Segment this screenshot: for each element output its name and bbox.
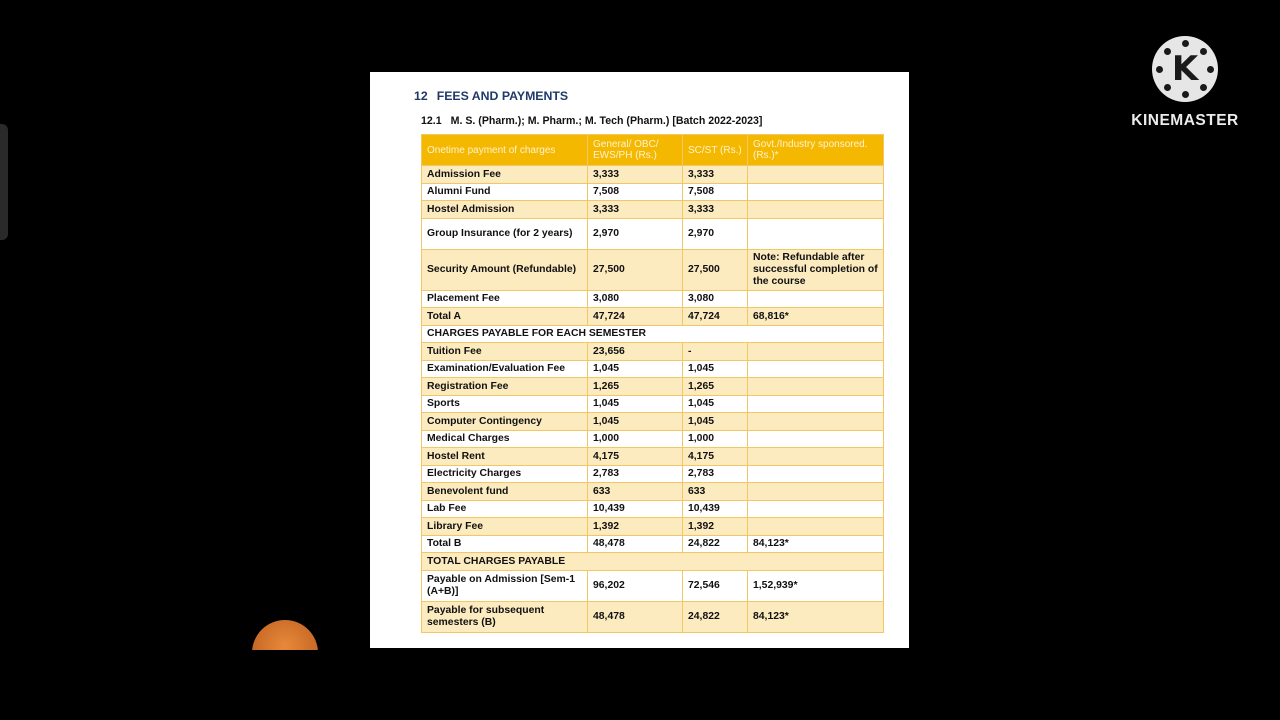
general-value: 3,333: [588, 201, 683, 219]
general-value: 1,045: [588, 413, 683, 431]
side-panel-handle[interactable]: [0, 124, 8, 240]
row-label: Total A: [422, 308, 588, 326]
general-value: 48,478: [588, 535, 683, 553]
watermark-label: KINEMASTER: [1131, 112, 1239, 129]
table-row: [422, 430, 884, 448]
general-value: 4,175: [588, 448, 683, 466]
govt-value: [748, 360, 884, 378]
general-value: 47,724: [588, 308, 683, 326]
govt-value: [748, 378, 884, 396]
scst-value: 10,439: [683, 500, 748, 518]
table-row: [422, 500, 884, 518]
total-heading-row: [422, 553, 884, 571]
row-label: Placement Fee: [422, 290, 588, 308]
govt-value: [748, 518, 884, 536]
general-value: 633: [588, 483, 683, 501]
semester-heading: CHARGES PAYABLE FOR EACH SEMESTER: [422, 325, 884, 343]
row-label: Examination/Evaluation Fee: [422, 360, 588, 378]
govt-value: [748, 500, 884, 518]
row-label: Security Amount (Refundable): [422, 249, 588, 290]
header-govt: Govt./Industry sponsored. (Rs.)*: [748, 135, 884, 166]
general-value: 1,392: [588, 518, 683, 536]
general-value: 3,080: [588, 290, 683, 308]
scst-value: 2,783: [683, 465, 748, 483]
general-value: 7,508: [588, 183, 683, 201]
general-value: 1,265: [588, 378, 683, 396]
scst-value: 47,724: [683, 308, 748, 326]
general-value: 1,045: [588, 395, 683, 413]
scst-value: 72,546: [683, 570, 748, 601]
table-row: [422, 395, 884, 413]
scst-value: -: [683, 343, 748, 361]
row-label: Payable for subsequent semesters (B): [422, 601, 588, 632]
table-row: [422, 413, 884, 431]
govt-value: [748, 448, 884, 466]
general-value: 3,333: [588, 166, 683, 184]
general-value: 1,045: [588, 360, 683, 378]
scst-value: 1,392: [683, 518, 748, 536]
scst-value: 3,333: [683, 166, 748, 184]
row-label: Computer Contingency: [422, 413, 588, 431]
row-label: Admission Fee: [422, 166, 588, 184]
section-title-text: FEES AND PAYMENTS: [436, 89, 569, 103]
total-heading: TOTAL CHARGES PAYABLE: [422, 553, 884, 571]
govt-value: 84,123*: [748, 535, 884, 553]
table-row: [422, 183, 884, 201]
table-row: [422, 570, 884, 601]
logo-letter: K: [1171, 49, 1199, 89]
scst-value: 1,045: [683, 413, 748, 431]
subsection-number: 12.1: [421, 115, 442, 127]
scst-value: 1,045: [683, 360, 748, 378]
general-value: 23,656: [588, 343, 683, 361]
scst-value: 1,265: [683, 378, 748, 396]
table-row: [422, 343, 884, 361]
row-label: Tuition Fee: [422, 343, 588, 361]
row-label: Medical Charges: [422, 430, 588, 448]
document-page: [370, 72, 909, 648]
kinemaster-logo-icon: [1152, 36, 1218, 102]
table-row: [422, 290, 884, 308]
general-value: 48,478: [588, 601, 683, 632]
govt-value: [748, 413, 884, 431]
subsection-title-text: M. S. (Pharm.); M. Pharm.; M. Tech (Pharm.) [Batch 2022-2023]: [450, 115, 763, 127]
scst-value: 7,508: [683, 183, 748, 201]
record-indicator-icon: [252, 620, 318, 650]
row-label: Total B: [422, 535, 588, 553]
scst-value: 1,000: [683, 430, 748, 448]
row-label: Hostel Admission: [422, 201, 588, 219]
header-scst: SC/ST (Rs.): [683, 135, 748, 166]
table-header-row: [422, 135, 884, 166]
govt-value: [748, 218, 884, 249]
row-label: Registration Fee: [422, 378, 588, 396]
scst-value: 2,970: [683, 218, 748, 249]
general-value: 27,500: [588, 249, 683, 290]
govt-value: [748, 343, 884, 361]
row-label: Lab Fee: [422, 500, 588, 518]
row-label: Sports: [422, 395, 588, 413]
total-b-row: [422, 535, 884, 553]
fees-table: [421, 134, 884, 633]
subsection-title: [421, 115, 762, 127]
table-row: [422, 601, 884, 632]
scst-value: 1,045: [683, 395, 748, 413]
row-label: Electricity Charges: [422, 465, 588, 483]
govt-value: [748, 395, 884, 413]
semester-heading-row: [422, 325, 884, 343]
section-title: [414, 89, 568, 103]
govt-value: [748, 166, 884, 184]
table-row: [422, 166, 884, 184]
row-label: Benevolent fund: [422, 483, 588, 501]
table-row: [422, 249, 884, 290]
row-label: Payable on Admission [Sem-1 (A+B)]: [422, 570, 588, 601]
govt-value: [748, 483, 884, 501]
general-value: 10,439: [588, 500, 683, 518]
row-label: Library Fee: [422, 518, 588, 536]
row-label: Hostel Rent: [422, 448, 588, 466]
table-row: [422, 218, 884, 249]
govt-value: 84,123*: [748, 601, 884, 632]
scst-value: 27,500: [683, 249, 748, 290]
table-row: [422, 465, 884, 483]
govt-value: [748, 430, 884, 448]
kinemaster-watermark: [1124, 36, 1246, 130]
govt-note: Note: Refundable after successful completion of the course: [748, 249, 884, 290]
header-general: General/ OBC/ EWS/PH (Rs.): [588, 135, 683, 166]
govt-value: [748, 183, 884, 201]
scst-value: 24,822: [683, 601, 748, 632]
general-value: 2,970: [588, 218, 683, 249]
total-a-row: [422, 308, 884, 326]
section-number: 12: [414, 89, 428, 103]
row-label: Alumni Fund: [422, 183, 588, 201]
table-row: [422, 518, 884, 536]
table-row: [422, 483, 884, 501]
govt-value: [748, 465, 884, 483]
table-row: [422, 201, 884, 219]
govt-value: [748, 201, 884, 219]
header-charges: Onetime payment of charges: [422, 135, 588, 166]
scst-value: 24,822: [683, 535, 748, 553]
govt-value: [748, 290, 884, 308]
general-value: 1,000: [588, 430, 683, 448]
table-row: [422, 448, 884, 466]
table-row: [422, 378, 884, 396]
govt-value: 68,816*: [748, 308, 884, 326]
table-row: [422, 360, 884, 378]
general-value: 2,783: [588, 465, 683, 483]
scst-value: 3,333: [683, 201, 748, 219]
scst-value: 633: [683, 483, 748, 501]
govt-value: 1,52,939*: [748, 570, 884, 601]
general-value: 96,202: [588, 570, 683, 601]
row-label: Group Insurance (for 2 years): [422, 218, 588, 249]
scst-value: 4,175: [683, 448, 748, 466]
scst-value: 3,080: [683, 290, 748, 308]
